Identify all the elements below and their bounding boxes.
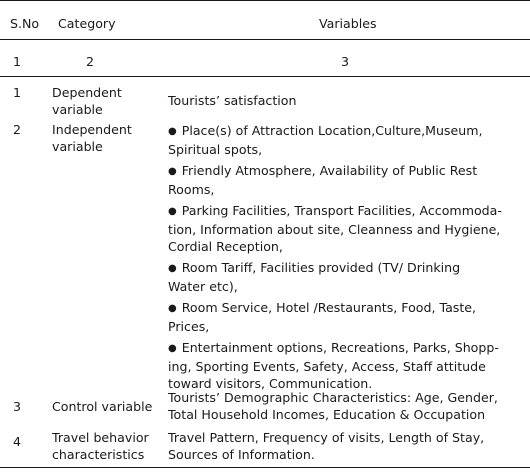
row-variables	[168, 92, 520, 109]
header-rule	[0, 39, 530, 40]
row-sno: 4	[13, 434, 22, 449]
variable-line: ● Parking Facilities, Transport Facilities, Accommoda-	[168, 202, 520, 221]
variable-line: Tourists’ satisfaction	[168, 93, 297, 108]
row-variables	[168, 122, 520, 392]
variable-line: Total Household Incomes, Education & Occupation	[168, 407, 486, 422]
row-category-line: Dependent	[52, 85, 122, 100]
variable-line: ● Place(s) of Attraction Location,Culture,Museum,	[168, 122, 520, 141]
row-sno: 2	[13, 122, 22, 137]
row-category-line: characteristics	[52, 447, 145, 462]
table-top-rule	[0, 0, 530, 1]
variable-line: toward visitors, Communication.	[168, 376, 373, 391]
column-number-variables: 3	[341, 54, 350, 69]
row-sno: 3	[13, 399, 22, 414]
variable-line: Sources of Information.	[168, 447, 315, 462]
column-number-sno: 1	[13, 54, 22, 69]
variable-line: ● Entertainment options, Recreations, Parks, Shopp-	[168, 339, 520, 358]
variable-line: ● Room Service, Hotel /Restaurants, Food, Taste,	[168, 299, 520, 318]
column-number-category: 2	[86, 54, 95, 69]
variable-line: Spiritual spots,	[168, 142, 263, 157]
variable-line: Rooms,	[168, 182, 215, 197]
row-category-line: variable	[52, 139, 103, 154]
header-variables: Variables	[319, 16, 377, 31]
variable-line: ing, Sporting Events, Safety, Access, Staff attitude	[168, 359, 486, 374]
table-bottom-rule	[0, 467, 530, 468]
row-variables	[168, 429, 520, 463]
row-category-line: variable	[52, 102, 103, 117]
header-category: Category	[58, 16, 116, 31]
row-category-line: Control variable	[52, 399, 153, 414]
variable-line: Travel Pattern, Frequency of visits, Length of Stay,	[168, 430, 485, 445]
variable-line: Cordial Reception,	[168, 239, 283, 254]
variable-line: Prices,	[168, 319, 210, 334]
row-sno: 1	[13, 85, 22, 100]
row-variables	[168, 389, 520, 423]
variable-line: ● Friendly Atmosphere, Availability of Public Rest	[168, 162, 520, 181]
row-category-line: Independent	[52, 122, 132, 137]
variable-line: ● Room Tariff, Facilities provided (TV/ Drinking	[168, 259, 520, 278]
header-sno: S.No	[10, 16, 40, 31]
variable-line: Water etc),	[168, 279, 238, 294]
number-row-rule	[0, 76, 530, 77]
variable-line: tion, Information about site, Cleanness and Hygiene,	[168, 222, 501, 237]
row-category-line: Travel behavior	[52, 430, 149, 445]
variable-line: Tourists’ Demographic Characteristics: Age, Gender,	[168, 390, 498, 405]
